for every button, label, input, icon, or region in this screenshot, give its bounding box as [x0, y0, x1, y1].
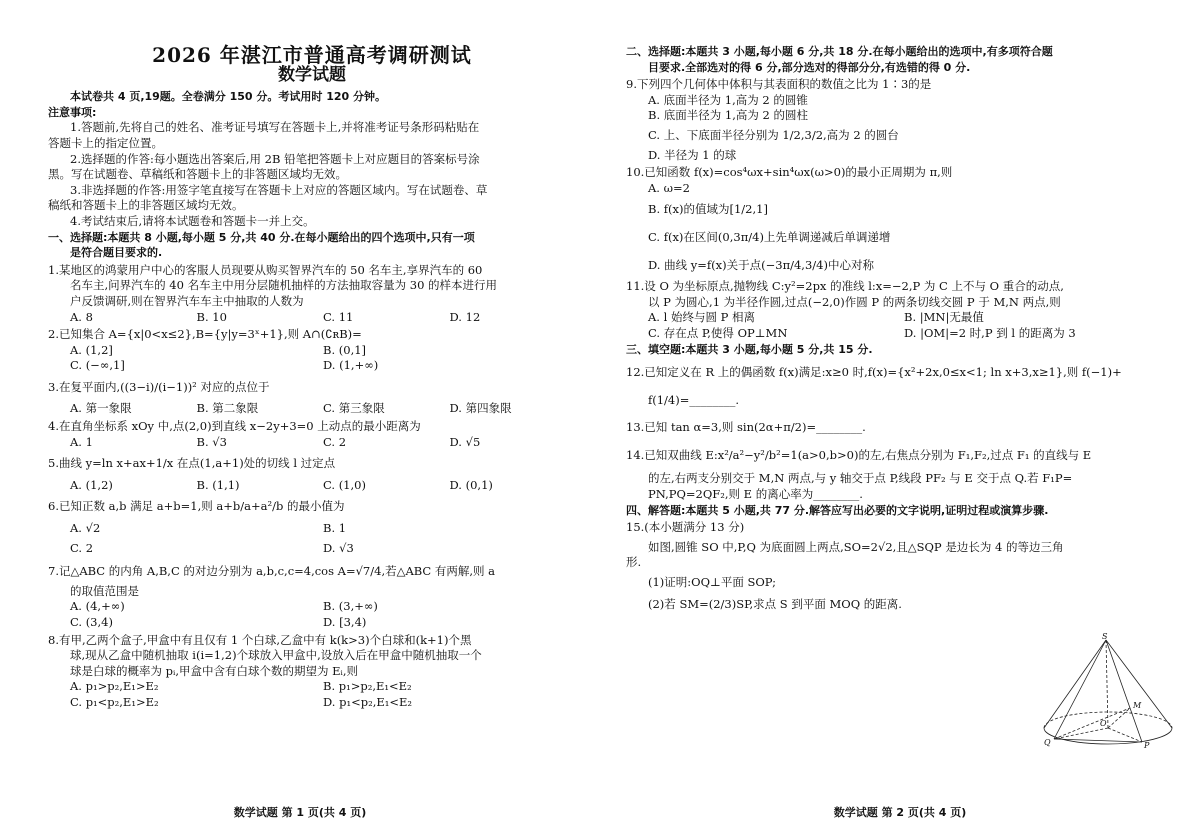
- options: [626, 310, 1160, 326]
- option-c: C. f(x)在区间(0,3π/4)上先单调递减后单调递增: [648, 229, 891, 244]
- label-s: S: [1102, 632, 1108, 641]
- question-text: PN,PQ=2QF₂,则 E 的离心率为________.: [648, 487, 863, 502]
- question-text: 的取值范围是: [70, 583, 139, 598]
- cone-edge-right: [1106, 640, 1172, 728]
- segment-om: [1108, 708, 1130, 728]
- notice-line: 1.答题前,先将自己的姓名、准考证号填写在答题卡上,并将准考证号条形码粘贴在: [70, 120, 480, 135]
- question-text: 5.曲线 y=ln x+ax+1/x 在点(1,a+1)处的切线 l 过定点: [48, 456, 336, 471]
- option-a: A. √2: [70, 521, 101, 536]
- question-11: [626, 279, 1160, 341]
- question-text: 的左,右两支分别交于 M,N 两点,与 y 轴交于点 P,线段 PF₂ 与 E 交于点 Q.若 F₁P=: [648, 471, 1073, 486]
- option-a: A. p₁>p₂,E₁>E₂: [70, 679, 159, 694]
- segment-oq: [1054, 728, 1108, 739]
- exam-title: 2026 年湛江市普通高考调研测试: [152, 43, 472, 67]
- question-part: (1)证明:OQ⊥平面 SOP;: [648, 575, 776, 590]
- option-b: B. 1: [323, 521, 347, 536]
- option-a: A. 8: [70, 309, 93, 324]
- question-6: [48, 499, 576, 556]
- question-part: (2)若 SM=(2/3)SP,求点 S 到平面 MOQ 的距离.: [648, 596, 902, 611]
- question-text: 1.某地区的鸿蒙用户中心的客服人员现要从购买智界汽车的 50 名车主,享界汽车的 60: [48, 262, 483, 277]
- cone-base-front: [1044, 728, 1172, 744]
- notice-line: 3.非选择题的作答:用签字笔直接写在答题卡上对应的答题区域内。写在试题卷、草: [70, 182, 488, 197]
- question-text: 球,现从乙盒中随机抽取 i(i=1,2)个球放入甲盒中,设放入后在甲盒中随机抽取一个: [70, 648, 482, 663]
- question-13: [626, 420, 1160, 436]
- question-text: 如图,圆锥 SO 中,P,Q 为底面圆上两点,SO=2√2,且△SQP 是边长为 4 的等边三角: [648, 539, 1064, 554]
- option-b: B. p₁>p₂,E₁<E₂: [323, 679, 412, 694]
- option-d: D. (1,+∞): [323, 358, 379, 373]
- cone-figure: [1038, 632, 1178, 750]
- option-c: C. p₁<p₂,E₁>E₂: [70, 694, 159, 709]
- question-heading: 15.(本小题满分 13 分): [626, 520, 745, 535]
- option-b: B. |MN|无最值: [904, 310, 984, 325]
- label-q: Q: [1044, 738, 1051, 747]
- option-a: A. 1: [70, 434, 93, 449]
- question-4: [48, 419, 576, 450]
- section-3-heading: 三、填空题:本题共 3 小题,每小题 5 分,共 15 分.: [626, 342, 873, 356]
- question-text: 9.下列四个几何体中体积与其表面积的数值之比为 1∶3的是: [626, 77, 932, 92]
- question-text: 6.已知正数 a,b 满足 a+b=1,则 a+b/a+a²/b 的最小值为: [48, 499, 345, 514]
- options: [48, 478, 576, 494]
- label-p: P: [1144, 741, 1150, 750]
- option-a: A. (1,2): [70, 477, 113, 492]
- option-a: A. (1,2]: [70, 342, 113, 357]
- option-c: C. 上、下底面半径分别为 1/2,3/2,高为 2 的圆台: [648, 127, 899, 142]
- option-a: A. ω=2: [648, 180, 690, 195]
- option-b: B. 第二象限: [196, 401, 259, 416]
- option-d: D. 12: [449, 309, 481, 324]
- question-text: 12.已知定义在 R 上的偶函数 f(x)满足:x≥0 时,f(x)={x²+2x,0≤x<1; ln x+3,x≥1},则 f(−1)+: [626, 365, 1122, 380]
- option-c: C. 2: [70, 540, 94, 555]
- question-10: [626, 165, 1160, 273]
- question-text: 3.在复平面内,((3−i)/(i−1))² 对应的点位于: [48, 379, 270, 394]
- option-d: D. 半径为 1 的球: [648, 147, 737, 162]
- option-c: C. (3,4): [70, 615, 113, 629]
- question-text: 13.已知 tan α=3,则 sin(2α+π/2)=________.: [626, 420, 866, 435]
- section-4-heading: 四、解答题:本题共 5 小题,共 77 分.解答应写出必要的文字说明,证明过程或演算步骤.: [626, 503, 1049, 517]
- question-14: [626, 448, 1160, 503]
- question-7: [48, 564, 576, 630]
- option-b: B. 底面半径为 1,高为 2 的圆柱: [648, 108, 809, 123]
- options: [48, 615, 576, 631]
- page-1-content: [48, 44, 576, 711]
- cone-axis: [1106, 640, 1108, 728]
- option-c: C. 存在点 P,使得 OP⊥MN: [648, 325, 788, 340]
- exam-subtitle: 数学试题: [278, 64, 346, 85]
- option-c: C. 第三象限: [323, 401, 385, 416]
- options: [48, 541, 576, 557]
- option-a: A. l 始终与圆 P 相离: [648, 310, 755, 325]
- option-a: A. 第一象限: [70, 401, 132, 416]
- notice-heading: 注意事项:: [48, 105, 97, 119]
- option-b: B. (1,1): [196, 477, 240, 492]
- option-b: B. 10: [196, 309, 227, 324]
- option-c: C. 2: [323, 434, 347, 449]
- question-text: 10.已知函数 f(x)=cos⁴ωx+sin⁴ωx(ω>0)的最小正周期为 π,则: [626, 165, 953, 180]
- question-text: 名车主,问界汽车的 40 名车主中用分层随机抽样的方法抽取容量为 30 的样本进行用: [70, 278, 498, 293]
- option-c: C. (1,0): [323, 477, 366, 492]
- options: [48, 401, 576, 417]
- section-2-heading: 二、选择题:本题共 3 小题,每小题 6 分,共 18 分.在每小题给出的选项中,有多项符合题: [626, 45, 1053, 58]
- notice-line: 稿纸和答题卡上的非答题区域均无效。: [48, 198, 244, 213]
- option-d: D. (0,1): [449, 477, 493, 492]
- question-text: 7.记△ABC 的内角 A,B,C 的对边分别为 a,b,c,c=4,cos A=√7/4,若△ABC 有两解,则 a: [48, 564, 496, 579]
- options: [48, 310, 576, 326]
- segment-op: [1108, 728, 1142, 742]
- options: [48, 695, 576, 711]
- option-d: D. √3: [323, 540, 354, 555]
- notice-line: 黑。写在试题卷、草稿纸和答题卡上的非答题区域均无效。: [48, 167, 347, 182]
- question-3: [48, 380, 576, 417]
- options: [48, 343, 576, 359]
- question-15: [626, 520, 1160, 612]
- question-text: 以 P 为圆心,1 为半径作圆,过点(−2,0)作圆 P 的两条切线交圆 P 于 M,N 两点,则: [648, 294, 1061, 309]
- question-text: 8.有甲,乙两个盒子,甲盒中有且仅有 1 个白球,乙盒中有 k(k>3)个白球和(k+1)个黑: [48, 632, 472, 647]
- notice-line: 答题卡上的指定位置。: [48, 135, 163, 150]
- notice-line: 4.考试结束后,请将本试题卷和答题卡一并上交。: [70, 213, 315, 228]
- option-c: C. 11: [323, 309, 354, 324]
- option-b: B. f(x)的值域为[1/2,1]: [648, 202, 768, 217]
- page-footer: 数学试题 第 1 页(共 4 页): [233, 806, 367, 819]
- label-o: O: [1100, 719, 1107, 728]
- edge-sp: [1106, 640, 1142, 742]
- option-d: D. |OM|=2 时,P 到 l 的距离为 3: [904, 325, 1076, 340]
- label-m: M: [1133, 701, 1142, 710]
- question-text: f(1/4)=________.: [648, 392, 740, 407]
- question-5: [48, 456, 576, 493]
- exam-intro: 本试卷共 4 页,19题。全卷满分 150 分。考试用时 120 分钟。: [70, 90, 387, 104]
- option-a: A. 底面半径为 1,高为 2 的圆锥: [648, 92, 808, 107]
- options: [48, 358, 576, 374]
- question-1: [48, 263, 576, 325]
- options: [48, 435, 576, 451]
- question-text: 4.在直角坐标系 xOy 中,点(2,0)到直线 x−2y+3=0 上动点的最小距离为: [48, 419, 421, 434]
- option-d: D. √5: [449, 434, 481, 449]
- option-d: D. [3,4): [323, 615, 367, 629]
- question-12: [626, 365, 1160, 408]
- section-2-heading: 目要求.全部选对的得 6 分,部分选对的得部分分,有选错的得 0 分.: [648, 60, 971, 74]
- question-2: [48, 327, 576, 374]
- page-2-content: [626, 44, 1160, 612]
- section-1-heading: 是符合题目要求的.: [70, 246, 163, 260]
- options: [48, 521, 576, 537]
- edge-sq: [1054, 640, 1106, 739]
- option-d: D. 第四象限: [449, 401, 512, 416]
- options: [48, 679, 576, 695]
- question-9: [626, 77, 1160, 163]
- option-a: A. (4,+∞): [70, 599, 125, 614]
- page-2: [600, 0, 1200, 832]
- section-1-heading: 一、选择题:本题共 8 小题,每小题 5 分,共 40 分.在每小题给出的四个选项中,只有一项: [48, 230, 475, 244]
- option-d: D. p₁<p₂,E₁<E₂: [323, 694, 413, 709]
- question-text: 球是白球的概率为 pᵢ,甲盒中含有白球个数的期望为 Eᵢ,则: [70, 663, 359, 678]
- option-b: B. (3,+∞): [323, 599, 378, 614]
- options: [626, 326, 1160, 342]
- cone-edge-left: [1044, 640, 1106, 728]
- option-c: C. (−∞,1]: [70, 358, 125, 373]
- question-text: 11.设 O 为坐标原点,抛物线 C:y²=2px 的准线 l:x=−2,P 为 C 上不与 O 重合的动点,: [626, 279, 1064, 294]
- question-8: [48, 633, 576, 711]
- question-text: 14.已知双曲线 E:x²/a²−y²/b²=1(a>0,b>0)的左,右焦点分别为 F₁,F₂,过点 F₁ 的直线与 E: [626, 447, 1092, 462]
- option-b: B. √3: [196, 434, 227, 449]
- options: [48, 599, 576, 615]
- question-text: 户反馈调研,则在智界汽车车主中抽取的人数为: [70, 293, 304, 308]
- question-text: 2.已知集合 A={x|0<x≤2},B={y|y=3ˣ+1},则 A∩(∁ʀB)=: [48, 327, 362, 342]
- notice-line: 2.选择题的作答:每小题选出答案后,用 2B 铅笔把答题卡上对应题目的答案标号涂: [70, 151, 480, 166]
- option-d: D. 曲线 y=f(x)关于点(−3π/4,3/4)中心对称: [648, 257, 874, 272]
- option-b: B. (0,1]: [323, 342, 367, 357]
- question-text: 形.: [626, 555, 642, 570]
- page-footer: 数学试题 第 2 页(共 4 页): [833, 806, 967, 819]
